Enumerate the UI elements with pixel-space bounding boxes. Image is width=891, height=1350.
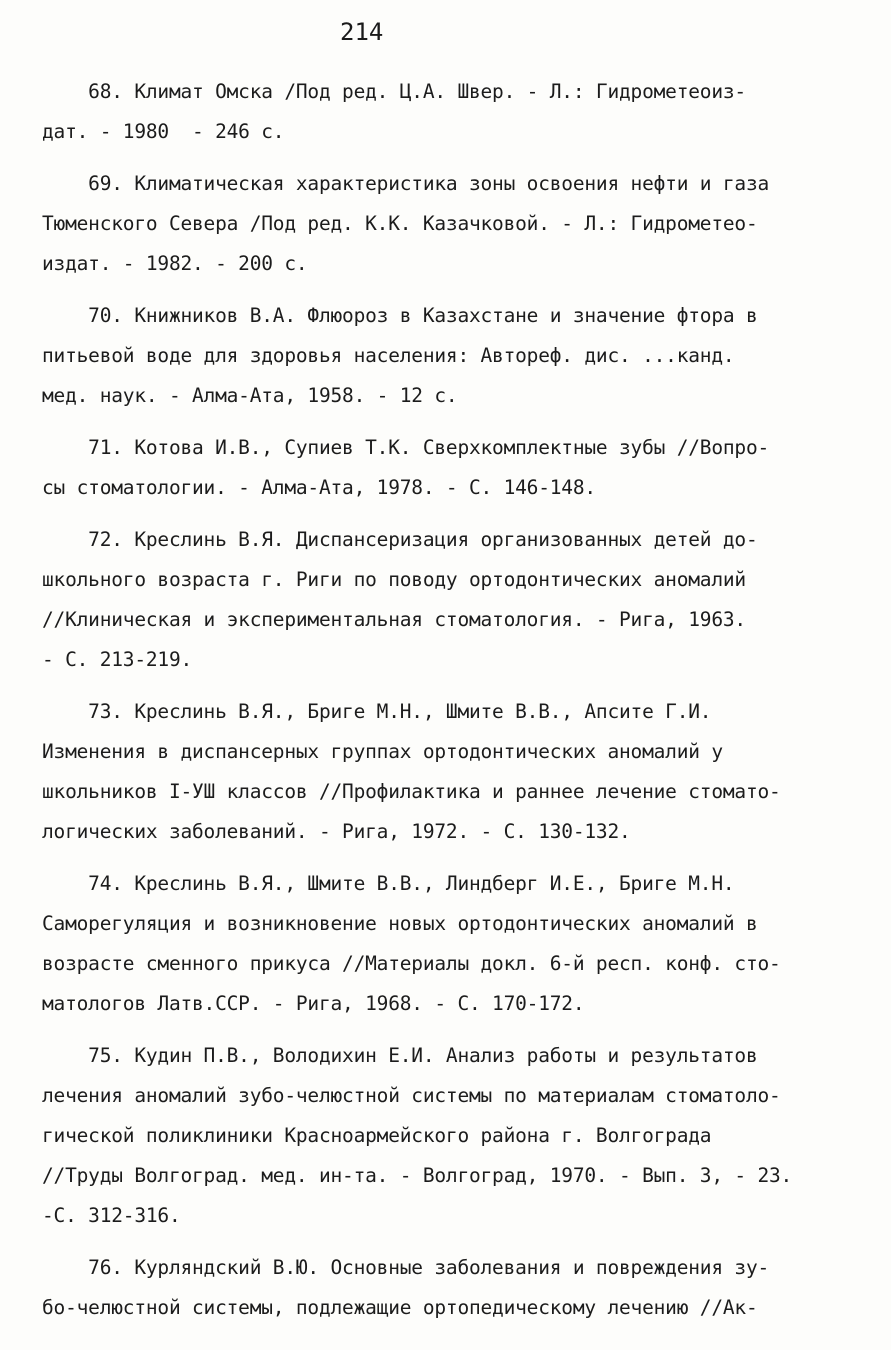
reference-entry-69 [42, 164, 842, 284]
reference-line: матологов Латв.ССР. - Рига, 1968. - С. 170-172. [42, 992, 585, 1015]
reference-line: Изменения в диспансерных группах ортодонтических аномалий у [42, 740, 723, 763]
reference-entry-73 [42, 692, 842, 852]
reference-line: 70. Книжников В.А. Флюороз в Казахстане и значение фтора в [42, 304, 758, 327]
reference-line: школьного возраста г. Риги по поводу ортодонтических аномалий [42, 568, 746, 591]
reference-entry-76 [42, 1248, 842, 1328]
reference-line: 75. Кудин П.В., Володихин Е.И. Анализ работы и результатов [42, 1044, 758, 1067]
reference-line: бо-челюстной системы, подлежащие ортопедическому лечению //Ак- [42, 1296, 758, 1319]
reference-line: 68. Климат Омска /Под ред. Ц.А. Швер. - Л.: Гидрометеоиз- [42, 80, 746, 103]
reference-line: школьников I-УШ классов //Профилактика и раннее лечение стомато- [42, 780, 781, 803]
reference-line: 73. Креслинь В.Я., Бриге М.Н., Шмите В.В., Апсите Г.И. [42, 700, 712, 723]
reference-line: дат. - 1980 - 246 с. [42, 120, 285, 143]
reference-line: мед. наук. - Алма-Ата, 1958. - 12 с. [42, 384, 458, 407]
reference-line: Тюменского Севера /Под ред. К.К. Казачковой. - Л.: Гидрометео- [42, 212, 758, 235]
reference-line: издат. - 1982. - 200 с. [42, 252, 308, 275]
reference-line: 72. Креслинь В.Я. Диспансеризация организованных детей до- [42, 528, 758, 551]
reference-line: //Труды Волгоград. мед. ин-та. - Волгоград, 1970. - Вып. 3, - 23. [42, 1164, 793, 1187]
reference-entry-70 [42, 296, 842, 416]
reference-line: сы стоматологии. - Алма-Ата, 1978. - С. 146-148. [42, 476, 596, 499]
reference-line: гической поликлиники Красноармейского района г. Волгограда [42, 1124, 712, 1147]
reference-line: 71. Котова И.В., Супиев Т.К. Сверхкомплектные зубы //Вопро- [42, 436, 770, 459]
reference-line: Саморегуляция и возникновение новых ортодонтических аномалий в [42, 912, 758, 935]
reference-line: 76. Курляндский В.Ю. Основные заболевания и повреждения зу- [42, 1256, 770, 1279]
reference-line: 69. Климатическая характеристика зоны освоения нефти и газа [42, 172, 770, 195]
reference-line: //Клиническая и экспериментальная стоматология. - Рига, 1963. [42, 608, 746, 631]
reference-entry-72 [42, 520, 842, 680]
reference-entry-74 [42, 864, 842, 1024]
reference-line: -С. 312-316. [42, 1204, 181, 1227]
reference-line: лечения аномалий зубо-челюстной системы по материалам стоматоло- [42, 1084, 781, 1107]
reference-line: 74. Креслинь В.Я., Шмите В.В., Линдберг И.Е., Бриге М.Н. [42, 872, 735, 895]
reference-entry-71 [42, 428, 842, 508]
page-number: 214 [340, 18, 384, 46]
reference-line: - С. 213-219. [42, 648, 193, 671]
reference-line: питьевой воде для здоровья населения: Автореф. дис. ...канд. [42, 344, 735, 367]
reference-line: возрасте сменного прикуса //Материалы докл. 6-й респ. конф. сто- [42, 952, 781, 975]
reference-list [42, 72, 842, 1328]
reference-entry-75 [42, 1036, 842, 1236]
reference-entry-68 [42, 72, 842, 152]
reference-line: логических заболеваний. - Рига, 1972. - С. 130-132. [42, 820, 631, 843]
